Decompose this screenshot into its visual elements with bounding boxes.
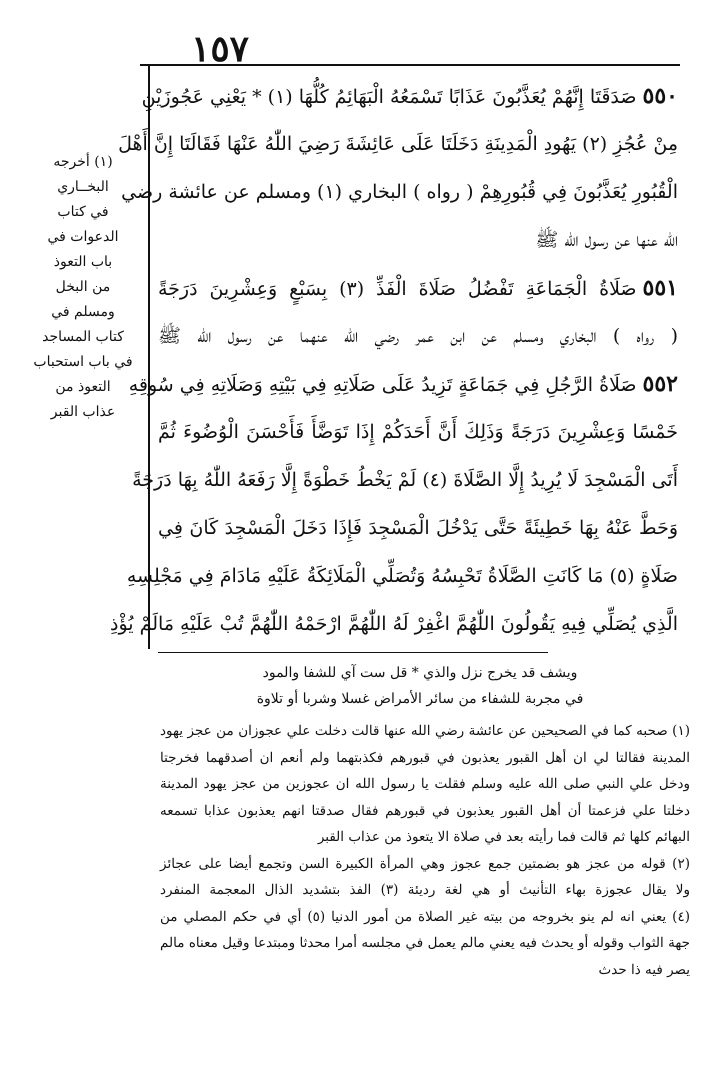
line-text: وَحَطَّ عَنْهُ بِهَا خَطِيئَةً حَتَّى يَدْخُلَ الْمَسْجِدَ فَإِذَا دَخَلَ الْمَسْجِدَ كَانَ فِي xyxy=(158,517,678,539)
hadith-number: ٥٥٠ xyxy=(642,83,678,109)
verse-line: في مجربة للشفاء من سائر الأمراض غسلا وشربا أو تلاوة xyxy=(256,691,584,707)
footnote-line: ودخل علي النبي صلى الله عليه وسلم فقلت يا رسول الله ان عجوزين من عجز يهود المدينة xyxy=(160,776,690,792)
margin-note-line: باب التعوذ xyxy=(53,254,113,270)
text-line xyxy=(128,360,678,408)
text-line xyxy=(110,600,678,648)
margin-note-line: التعوذ من xyxy=(55,379,111,395)
verse-line: ويشف قد يخرج نزل والذي * قل ست آي للشفا والمود xyxy=(262,665,578,681)
text-line xyxy=(121,168,678,216)
hadith-number: ٥٥١ xyxy=(642,275,678,301)
footnote-line: (٢) قوله من عجز هو بضمتين جمع عجوز وهي المرأة الكبيرة السن وتجمع أيضا على عجائز xyxy=(160,855,690,872)
footnote-line: المدينة فقالتا لي ان أهل القبور يعذبون في قبورهم فكذبتهما ولم أنعم ان أصدقهما فخرجتا xyxy=(160,749,690,766)
line-text: الْقُبُورِ يُعَذَّبُونَ فِي قُبُورِهِمْ ( رواه ) البخاري (١) ومسلم عن عائشة رضي xyxy=(121,181,678,203)
footnote-line: ولا يقال عجوزة بهاء التأنيث أو هي لغة رديئة (٣) الفذ بتشديد الذال المعجمة المنفرد xyxy=(160,882,690,898)
text-line xyxy=(126,552,678,600)
line-text: صَلَاةُ الرَّجُلِ فِي جَمَاعَةٍ تَزِيدُ عَلَى صَلَاتِهِ فِي بَيْتِهِ وَصَلَاتِهِ فِي سُوقِهِ xyxy=(128,374,637,396)
footnote-line: يصر فيه ذا حدث xyxy=(598,961,690,978)
line-text: أَتَى الْمَسْجِدَ لَا يُرِيدُ إِلَّا الصَّلَاةَ (٤) لَمْ يَخْطُ خَطْوَةً إِلَّا رَفَعَهُ اللّٰهُ بِهَا دَرَجَةً xyxy=(132,469,678,491)
text-line xyxy=(141,72,678,120)
footnote-rule xyxy=(158,652,548,653)
footnote-line: (١) صحبه كما في الصحيحين عن عائشة رضي الله عنها قالت دخلت علي عجوزان من عجز يهود xyxy=(160,723,690,739)
text-line xyxy=(158,264,678,312)
margin-note-line: كتاب المساجد xyxy=(42,329,124,345)
footnote-line: جهة الثواب وقوله أو يحدث فيه يعني مالم يعمل في مجلسه أمرا محدثا ومبتدعا وقيل معناه مالم xyxy=(160,935,690,951)
text-line xyxy=(158,216,678,264)
hadith-text-block xyxy=(110,72,678,648)
margin-note xyxy=(28,150,138,425)
text-line xyxy=(158,504,678,552)
footnotes-block xyxy=(160,718,690,983)
header-rule xyxy=(140,64,680,66)
line-text: الله عنها عن رسول الله ﷺ xyxy=(535,229,678,251)
footnote-line: البهائم كلها ثم قالت فما رأيته بعد في صلاة الا يتعوذ من عذاب القبر xyxy=(317,829,690,845)
page-number: ١٥٧ xyxy=(190,28,249,70)
margin-note-line: (١) أخرجه xyxy=(53,154,113,170)
line-text: خَمْسًا وَعِشْرِينَ دَرَجَةً وَذَلِكَ أَنَّ أَحَدَكُمْ إِذَا تَوَضَّأَ فَأَحْسَنَ الْوُضُوءَ ثُمَّ xyxy=(158,421,678,443)
margin-note-line: الدعوات في xyxy=(47,229,119,245)
footnote-line: (٤) يعني انه لم ينو بخروجه من بيته غير الصلاة من أمور الدنيا (٥) أي في حكم المصلي من xyxy=(160,908,690,925)
footnote-line: دخلتا علي فزعمتا أن أهل القبور يعذبون في قبورهم فقال صدقتا انهم يعذبون عذابا تسمعه xyxy=(160,802,690,819)
line-text: صَلَاةُ الْجَمَاعَةِ تَفْضُلُ صَلَاةَ الْفَذِّ (٣) بِسَبْعٍ وَعِشْرِينَ دَرَجَةً xyxy=(158,278,637,300)
line-text: مِنْ عُجُزِ (٢) يَهُودِ الْمَدِينَةِ دَخَلَتَا عَلَى عَائِشَةَ رَضِيَ اللّٰهُ عَنْهَا فَقَالَتَا إِنَّ أَهْلَ xyxy=(118,133,678,155)
verse-block xyxy=(160,660,680,712)
text-line xyxy=(118,120,678,168)
line-text: صَلَاةٍ (٥) مَا كَانَتِ الصَّلَاةُ تَحْبِسُهُ وَتُصَلِّي الْمَلَائِكَةُ عَلَيْهِ مَادَامَ فِي مَجْلِسِهِ xyxy=(126,565,678,587)
margin-note-line: عذاب القبر xyxy=(50,404,116,420)
margin-note-line: البخــاري xyxy=(57,179,109,195)
text-line xyxy=(158,408,678,456)
margin-note-line: في كتاب xyxy=(57,204,109,220)
line-text: الَّذِي يُصَلِّي فِيهِ يَقُولُونَ اللّٰهُمَّ اغْفِرْ لَهُ اللّٰهُمَّ ارْحَمْهُ اللّٰهُمَّ تُبْ عَلَيْهِ مَالَمْ يُؤْذِ xyxy=(110,613,678,635)
margin-note-line: في باب استحباب xyxy=(33,354,133,370)
margin-note-line: من البخل xyxy=(55,279,111,295)
text-line xyxy=(132,456,678,504)
line-text: صَدَقَتَا إِنَّهُمْ يُعَذَّبُونَ عَذَابًا تَسْمَعُهُ الْبَهَائِمُ كُلُّهَا (١) * يَعْنِي عَجُوزَيْنِ xyxy=(141,86,637,108)
line-text: ( رواه ) البخاري ومسلم عن ابن عمر رضي الله عنهما عن رسول الله ﷺ xyxy=(158,325,678,347)
text-line xyxy=(158,312,678,360)
hadith-number: ٥٥٢ xyxy=(642,371,678,397)
margin-note-line: ومسلم في xyxy=(51,304,115,320)
